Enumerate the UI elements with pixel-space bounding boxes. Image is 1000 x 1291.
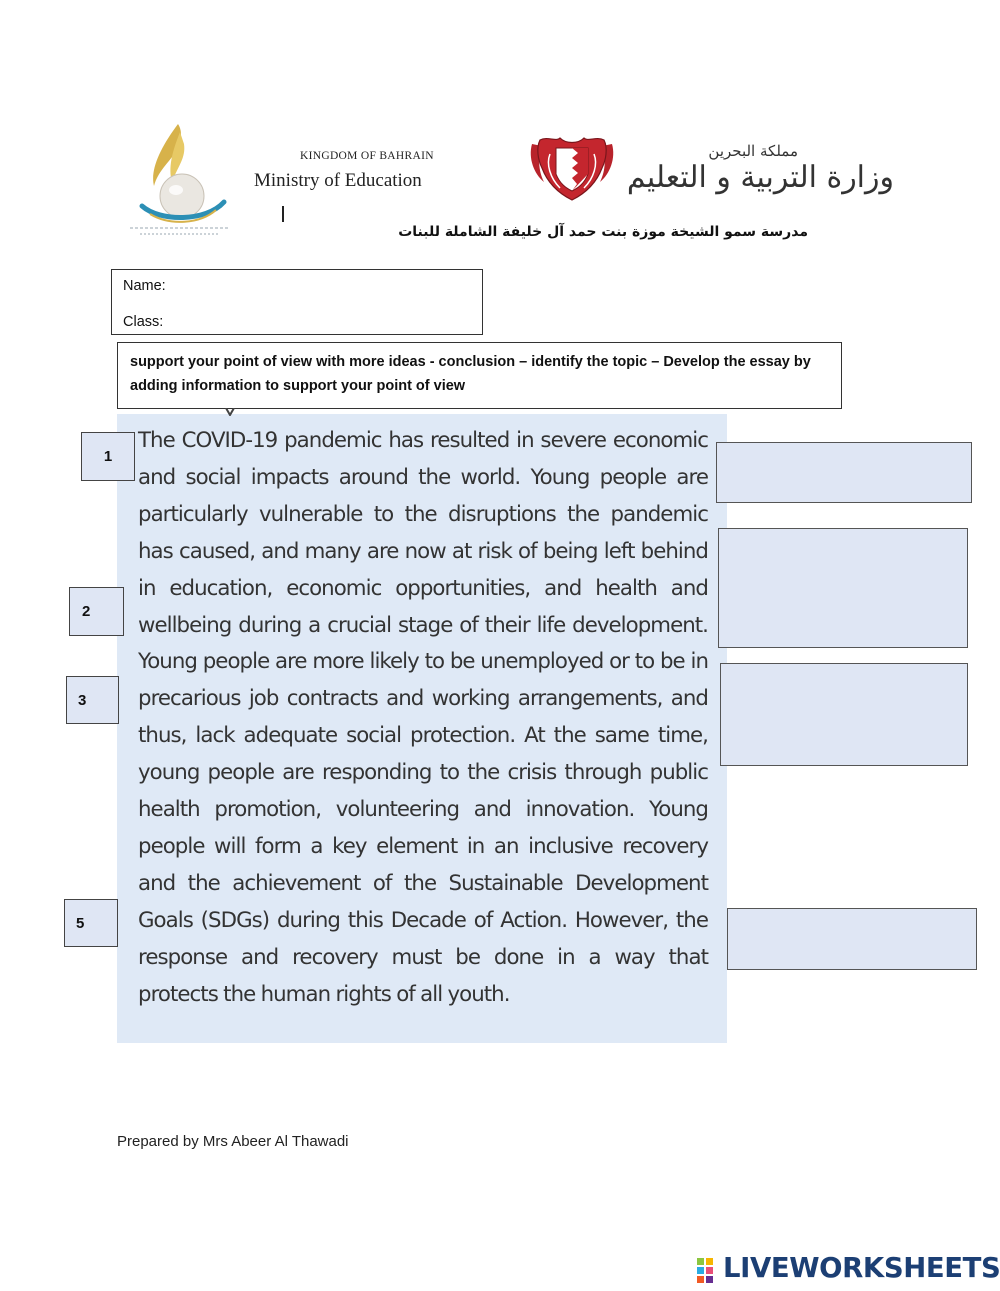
student-info-box bbox=[111, 269, 483, 335]
paragraph-number-box-2 bbox=[69, 587, 124, 636]
arabic-kingdom-label: مملكة البحرين bbox=[708, 142, 798, 160]
passage-text: The COVID-19 pandemic has resulted in severe economic and social impacts around the world. Young people are particularly vulnerable to the disruptions the pandemic has caused, and many are now at risk of being left behind in education, economic opportunities, and health and wellbeing during a crucial stage of their life development. Young people are more likely to be unemployed or to be in precarious job contracts and working arrangements, and thus, lack adequate social protection. At the same time, young people are responding to the crisis through public health promotion, volunteering and innovation. Young people will form a key element in an inclusive recovery and the achievement of the Sustainable Development Goals (SDGs) during this Decade of Action. However, the response and recovery must be done in a way that protects the human rights of all youth. bbox=[138, 428, 708, 1007]
liveworksheets-brand[interactable]: LIVEWORKSHEETS bbox=[723, 1252, 1000, 1284]
paragraph-number-box-5 bbox=[64, 899, 118, 947]
bahrain-emblem-icon bbox=[526, 134, 618, 206]
instructions-box: support your point of view with more ideas - conclusion – identify the topic – Develop the essay by adding information to support your point of view bbox=[117, 342, 842, 409]
liveworksheets-logo-icon bbox=[697, 1258, 723, 1284]
school-name-arabic: مدرسة سمو الشيخة موزة بنت حمد آل خليفة الشاملة للبنات bbox=[398, 224, 808, 240]
ministry-label: Ministry of Education bbox=[254, 170, 422, 191]
prepared-by-credit: Prepared by Mrs Abeer Al Thawadi bbox=[117, 1133, 349, 1150]
paragraph-number: 3 bbox=[78, 691, 87, 709]
arabic-ministry-calligraphy bbox=[626, 142, 898, 206]
answer-drop-box-5[interactable] bbox=[727, 908, 977, 970]
name-label: Name: bbox=[123, 278, 166, 294]
school-logo bbox=[120, 118, 240, 248]
arabic-ministry-label: وزارة التربية و التعليم bbox=[626, 160, 894, 195]
answer-drop-box-3[interactable] bbox=[720, 663, 968, 766]
paragraph-number: 5 bbox=[76, 914, 85, 932]
cropped-text-fragment bbox=[225, 408, 235, 416]
paragraph-number: 2 bbox=[82, 603, 91, 620]
paragraph-number: 1 bbox=[103, 448, 113, 465]
text-cursor bbox=[282, 206, 284, 222]
answer-drop-box-1[interactable] bbox=[716, 442, 972, 503]
answer-drop-box-2[interactable] bbox=[718, 528, 968, 648]
kingdom-label: KINGDOM OF BAHRAIN bbox=[300, 150, 434, 162]
paragraph-number-box-3 bbox=[66, 676, 119, 724]
paragraph-number-box-1 bbox=[81, 432, 135, 481]
class-label: Class: bbox=[123, 314, 164, 330]
